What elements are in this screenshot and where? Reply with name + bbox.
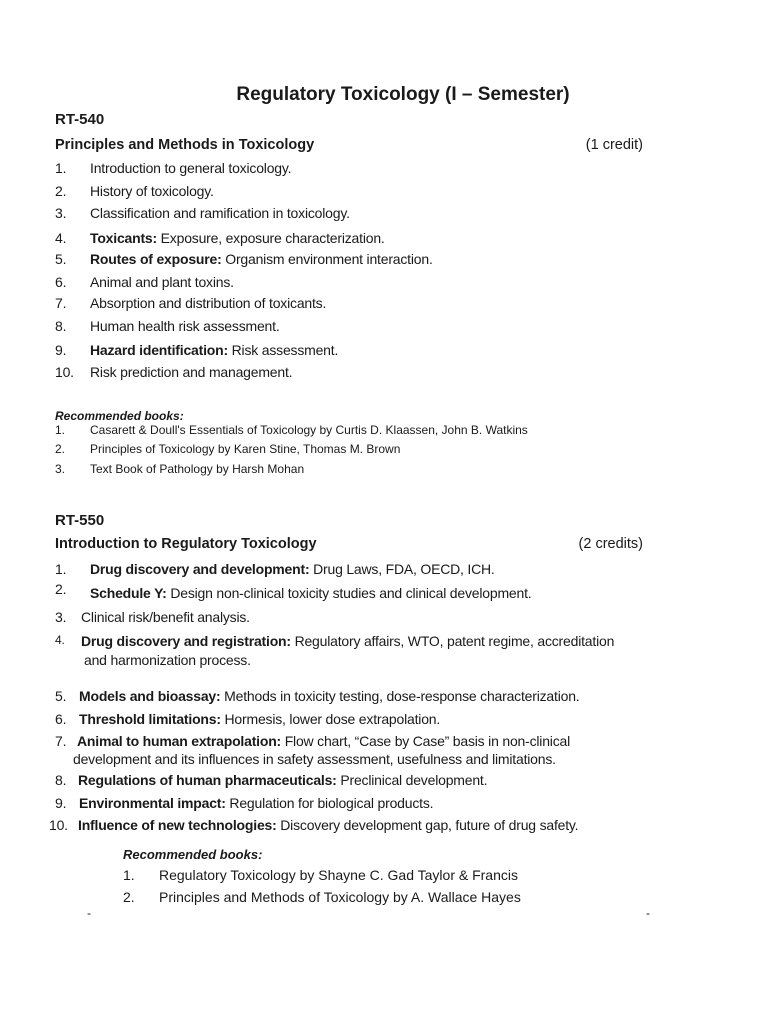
list-item-text: development and its influences in safety assessment, usefulness and limitations. [73, 751, 556, 767]
list-item-number: 9. [55, 795, 67, 811]
book-number: 1. [55, 423, 66, 437]
list-item [90, 561, 495, 577]
list-item-text: Hormesis, lower dose extrapolation. [220, 711, 441, 727]
list-item-number: 10. [55, 364, 74, 380]
list-item-text: and harmonization process. [84, 652, 251, 668]
book-number: 1. [123, 867, 135, 883]
list-item-text: Organism environment interaction. [221, 251, 433, 267]
list-item [79, 795, 433, 811]
recommended-books-heading: Recommended books: [123, 847, 263, 862]
list-item [84, 652, 251, 668]
list-item-number: 3. [55, 205, 67, 221]
list-item-text: Design non-clinical toxicity studies and clinical development. [166, 585, 532, 601]
list-item [90, 183, 214, 199]
list-item [79, 688, 579, 704]
list-item-text: Animal and plant toxins. [90, 274, 234, 290]
list-item [90, 230, 385, 246]
list-item-number: 8. [55, 318, 67, 334]
list-item-number: 7. [55, 733, 67, 749]
list-item [90, 274, 234, 290]
course-title: Principles and Methods in Toxicology [55, 137, 315, 153]
list-item-term: Environmental impact: [79, 795, 226, 811]
list-item-text: Regulation for biological products. [225, 795, 434, 811]
list-item [81, 609, 250, 625]
list-item-number: 9. [55, 342, 67, 358]
list-item [90, 318, 280, 334]
list-item-number: 8. [55, 772, 67, 788]
book-entry: Regulatory Toxicology by Shayne C. Gad Taylor & Francis [159, 867, 518, 883]
list-item-text: Discovery development gap, future of drug safety. [276, 817, 579, 833]
recommended-books-heading: Recommended books: [55, 409, 184, 423]
list-item-number: 2. [55, 581, 67, 597]
course-code: RT-550 [55, 512, 105, 529]
list-item-term: Drug discovery and development: [90, 561, 310, 577]
list-item [90, 160, 291, 176]
list-item [77, 733, 570, 749]
list-item-text: Methods in toxicity testing, dose-response characterization. [220, 688, 580, 704]
book-number: 2. [55, 442, 66, 456]
list-item [81, 633, 614, 649]
list-item-number: 6. [55, 711, 67, 727]
list-item-term: Toxicants: [90, 230, 157, 246]
list-item-number: 5. [55, 688, 67, 704]
list-item-number: 2. [55, 183, 67, 199]
list-item [78, 817, 578, 833]
list-item [79, 711, 440, 727]
list-item [90, 251, 433, 267]
list-item-text: Regulatory affairs, WTO, patent regime, accreditation [290, 633, 615, 649]
book-entry: Principles and Methods of Toxicology by A. Wallace Hayes [159, 889, 521, 905]
list-item-term: Threshold limitations: [79, 711, 221, 727]
list-item-text: History of toxicology. [90, 183, 214, 199]
list-item-text: Classification and ramification in toxicology. [90, 205, 350, 221]
list-item-number: 1. [55, 561, 67, 577]
list-item-number: 1. [55, 160, 67, 176]
book-number: 2. [123, 889, 135, 905]
list-item-term: Schedule Y: [90, 585, 167, 601]
list-item-text: Absorption and distribution of toxicants. [90, 295, 327, 311]
list-item-text: Clinical risk/benefit analysis. [81, 609, 250, 625]
list-item-number: 10. [49, 817, 68, 833]
book-entry: Principles of Toxicology by Karen Stine, Thomas M. Brown [90, 442, 401, 456]
list-item-text: Risk assessment. [227, 342, 339, 358]
book-number: 3. [55, 462, 66, 476]
list-item-number: 3. [55, 609, 67, 625]
list-item-text: Preclinical development. [336, 772, 488, 788]
course-code: RT-540 [55, 111, 105, 128]
footer-mark: - [87, 906, 91, 920]
list-item-number: 6. [55, 274, 67, 290]
list-item-term: Routes of exposure: [90, 251, 222, 267]
list-item [90, 585, 531, 601]
list-item-text: Introduction to general toxicology. [90, 160, 292, 176]
list-item-term: Drug discovery and registration: [81, 633, 291, 649]
course-title: Introduction to Regulatory Toxicology [55, 536, 317, 552]
list-item [73, 751, 556, 767]
list-item-text: Drug Laws, FDA, OECD, ICH. [309, 561, 495, 577]
list-item-term: Hazard identification: [90, 342, 228, 358]
list-item-text: Exposure, exposure characterization. [156, 230, 385, 246]
list-item-number: 4. [55, 633, 65, 647]
list-item [90, 295, 326, 311]
page-title: Regulatory Toxicology (I – Semester) [236, 84, 570, 105]
list-item-number: 7. [55, 295, 67, 311]
book-entry: Casarett & Doull's Essentials of Toxicology by Curtis D. Klaassen, John B. Watkins [90, 423, 528, 437]
list-item [90, 205, 350, 221]
list-item-text: Risk prediction and management. [90, 364, 293, 380]
list-item [90, 364, 292, 380]
book-entry: Text Book of Pathology by Harsh Mohan [90, 462, 305, 476]
course-credit: (2 credits) [578, 536, 643, 552]
list-item-term: Models and bioassay: [79, 688, 221, 704]
list-item [78, 772, 487, 788]
list-item-number: 5. [55, 251, 67, 267]
list-item-term: Regulations of human pharmaceuticals: [78, 772, 337, 788]
footer-mark: - [646, 906, 650, 920]
course-credit: (1 credit) [585, 137, 643, 153]
list-item [90, 342, 338, 358]
list-item-term: Influence of new technologies: [78, 817, 277, 833]
list-item-text: Human health risk assessment. [90, 318, 280, 334]
list-item-text: Flow chart, “Case by Case” basis in non-clinical [281, 733, 570, 749]
list-item-number: 4. [55, 230, 67, 246]
list-item-term: Animal to human extrapolation: [77, 733, 282, 749]
